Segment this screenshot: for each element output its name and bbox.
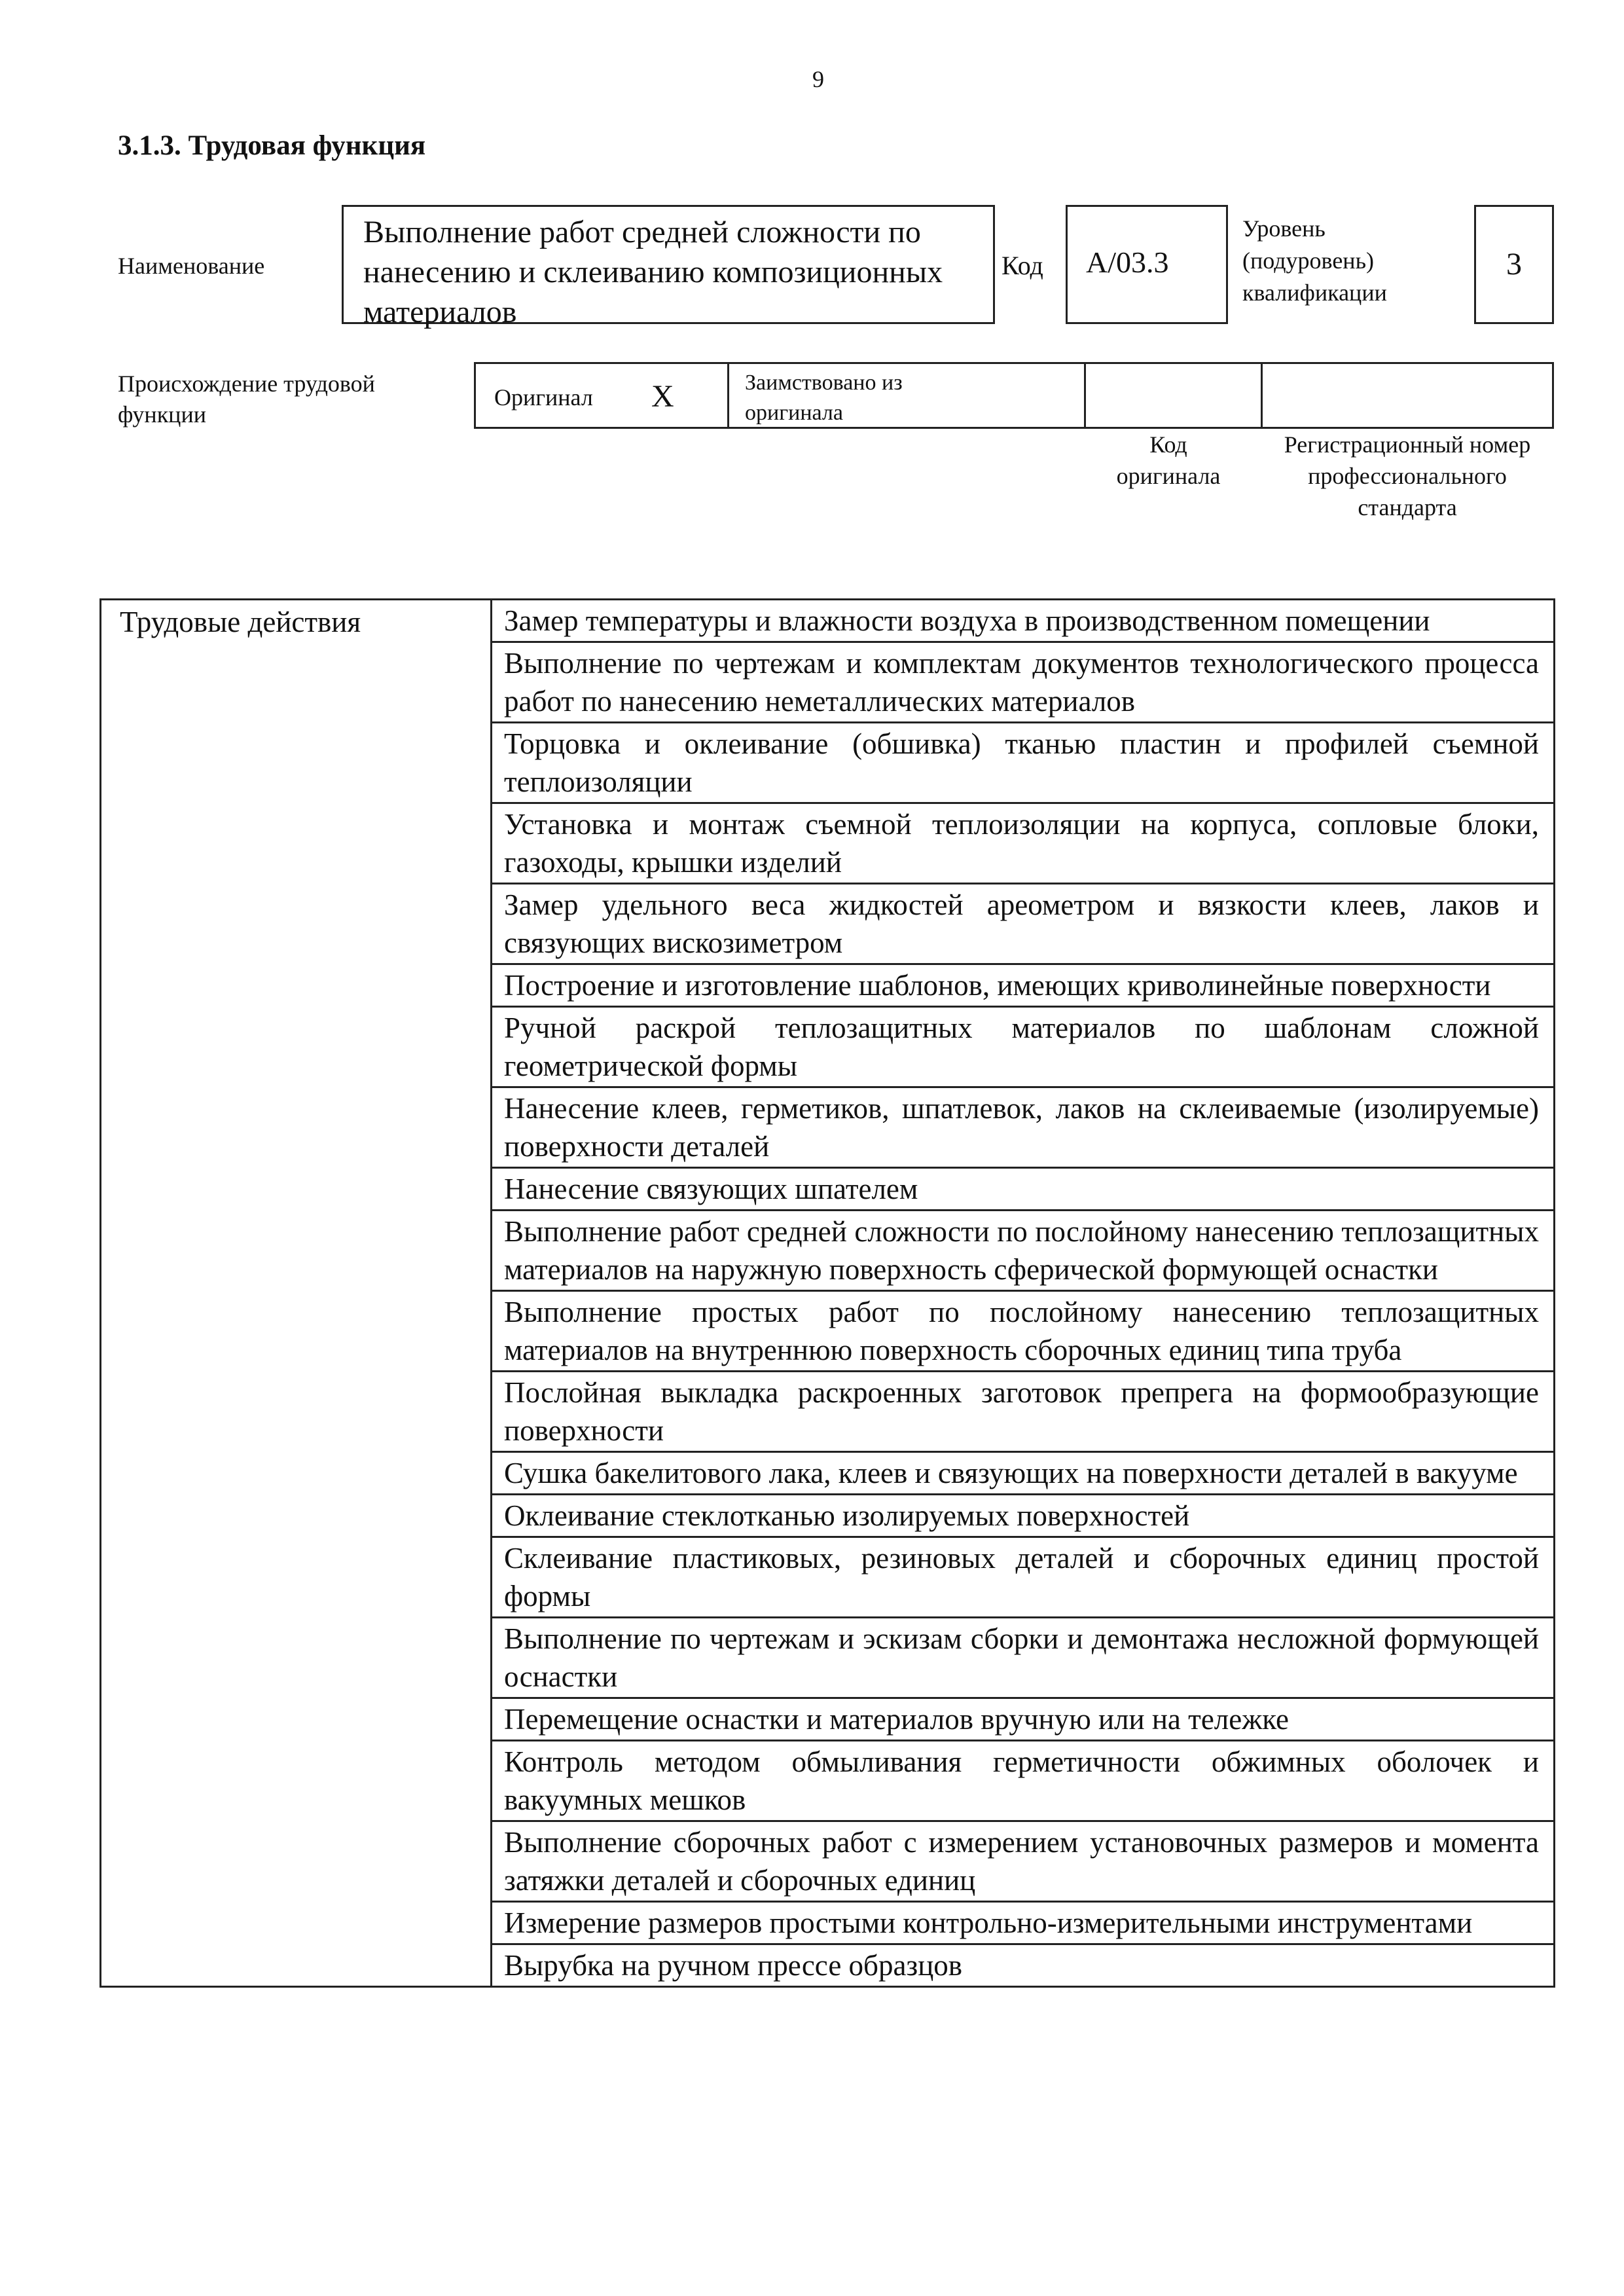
- labor-action-item: Замер удельного веса жидкостей ареометром и вязкости клеев, лаков и связующих вискозиметром: [492, 884, 1555, 964]
- origin-label: [118, 369, 458, 430]
- registration-number-cell: [1263, 364, 1552, 427]
- labor-action-item: Ручной раскрой теплозащитных материалов по шаблонам сложной геометрической формы: [492, 1007, 1555, 1087]
- page-number: 9: [812, 66, 824, 92]
- original-code-cell: [1086, 364, 1263, 427]
- qualification-level-box: 3: [1474, 205, 1554, 324]
- original-cell: [476, 364, 729, 427]
- labor-action-item: Перемещение оснастки и материалов вручную или на тележке: [492, 1698, 1555, 1741]
- labor-action-item: Установка и монтаж съемной теплоизоляции на корпуса, сопловые блоки, газоходы, крышки изделий: [492, 803, 1555, 884]
- labor-action-item: Выполнение простых работ по послойному нанесению теплозащитных материалов на внутреннюю поверхность сборочных единиц типа труба: [492, 1291, 1555, 1372]
- code-caption: [1074, 429, 1263, 492]
- labor-actions-table: [99, 598, 1555, 1988]
- labor-action-item: Нанесение клеев, герметиков, шпатлевок, лаков на склеиваемые (изолируемые) поверхности деталей: [492, 1087, 1555, 1168]
- labor-action-item: Выполнение по чертежам и эскизам сборки и демонтажа несложной формующей оснастки: [492, 1618, 1555, 1698]
- labor-action-item: Нанесение связующих шпателем: [492, 1168, 1555, 1211]
- labor-action-item: Послойная выкладка раскроенных заготовок препрега на формообразующие поверхности: [492, 1372, 1555, 1452]
- borrowed-cell: [729, 364, 1086, 427]
- labor-action-item: Вырубка на ручном прессе образцов: [492, 1944, 1555, 1987]
- labor-action-item: Измерение размеров простыми контрольно-измерительными инструментами: [492, 1902, 1555, 1944]
- labor-action-item: Выполнение сборочных работ с измерением установочных размеров и момента затяжки деталей и сборочных единиц: [492, 1821, 1555, 1902]
- labor-action-item: Выполнение по чертежам и комплектам документов технологического процесса работ по нанесению неметаллических материалов: [492, 642, 1555, 723]
- labor-action-item: Построение и изготовление шаблонов, имеющих криволинейные поверхности: [492, 964, 1555, 1007]
- origin-label-text: Происхождение трудовой функции: [118, 371, 375, 428]
- table-row: [101, 600, 1555, 642]
- registration-caption: [1257, 429, 1558, 523]
- section-title: 3.1.3. Трудовая функция: [118, 130, 426, 161]
- labor-action-item: Контроль методом обмыливания герметичности обжимных оболочек и вакуумных мешков: [492, 1741, 1555, 1821]
- labor-actions-label: Трудовые действия: [101, 600, 492, 1987]
- name-label: Наименование: [118, 253, 265, 279]
- registration-caption-text: Регистрационный номер профессионального стандарта: [1284, 431, 1531, 520]
- labor-action-item: Оклеивание стеклотканью изолируемых поверхностей: [492, 1495, 1555, 1537]
- labor-action-item: Замер температуры и влажности воздуха в производственном помещении: [492, 600, 1555, 642]
- original-mark: X: [651, 379, 674, 414]
- function-name-box: Выполнение работ средней сложности по нанесению и склеиванию композиционных материалов: [342, 205, 995, 324]
- origin-table: [474, 362, 1554, 429]
- labor-action-item: Выполнение работ средней сложности по послойному нанесению теплозащитных материалов на наружную поверхность сферической формующей оснастки: [492, 1211, 1555, 1291]
- code-label: Код: [1001, 251, 1043, 280]
- labor-action-item: Торцовка и оклеивание (обшивка) тканью пластин и профилей съемной теплоизоляции: [492, 723, 1555, 803]
- borrowed-label: Заимствовано из оригинала: [745, 371, 903, 425]
- labor-action-item: Склеивание пластиковых, резиновых деталей и сборочных единиц простой формы: [492, 1537, 1555, 1618]
- labor-action-item: Сушка бакелитового лака, клеев и связующих на поверхности деталей в вакууме: [492, 1452, 1555, 1495]
- original-label: Оригинал: [494, 384, 593, 410]
- labor-actions-body: [101, 600, 1555, 1987]
- qualification-level-label: [1242, 213, 1439, 309]
- qualification-level-label-text: Уровень (подуровень) квалификации: [1242, 215, 1387, 306]
- code-caption-text: Код оригинала: [1116, 431, 1221, 489]
- code-box: А/03.3: [1066, 205, 1228, 324]
